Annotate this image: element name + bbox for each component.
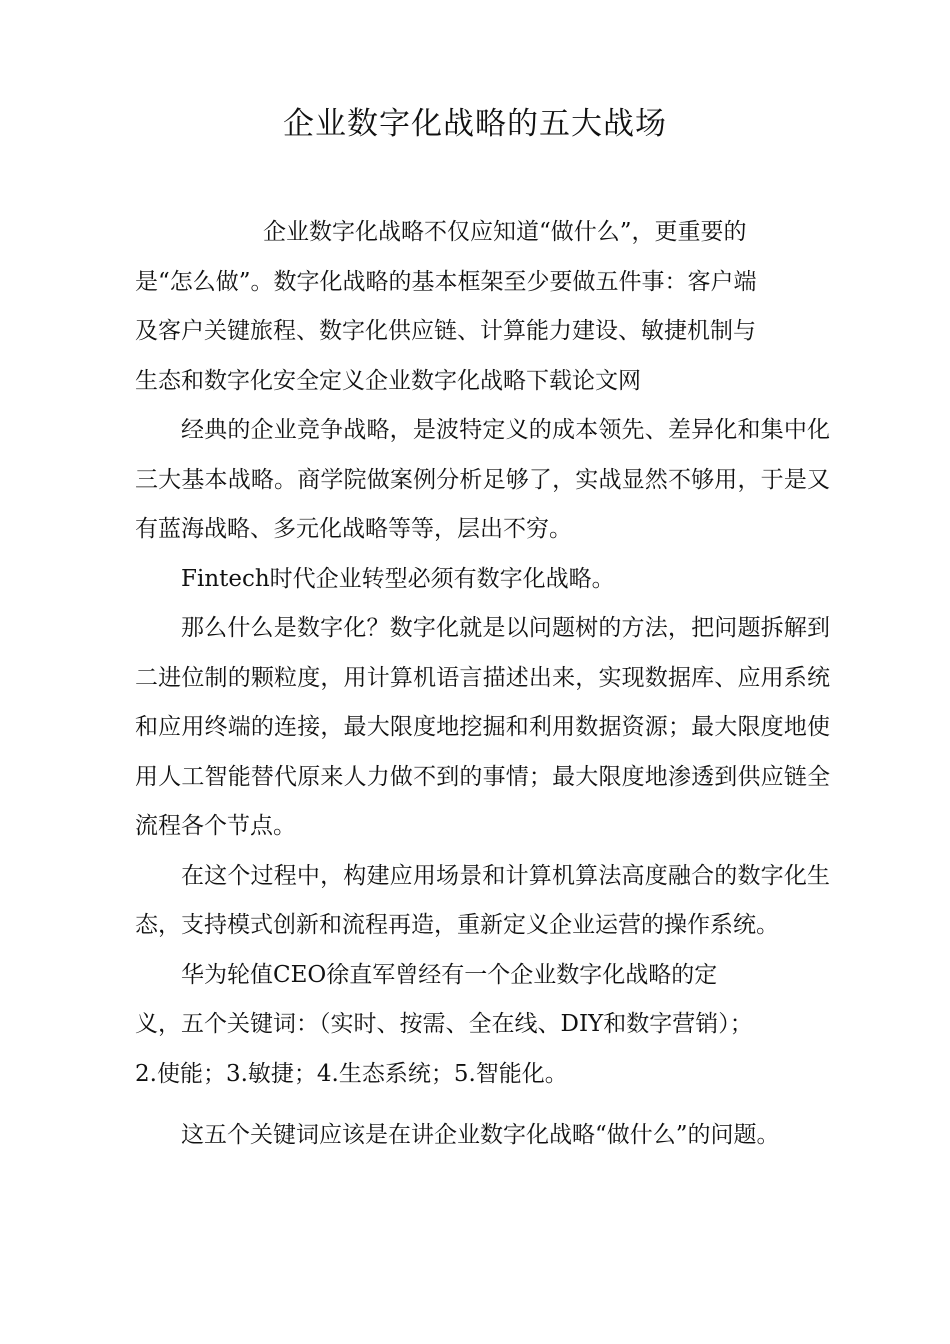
paragraph-huawei-definition	[135, 951, 830, 1100]
paragraph-line: 企业数字化战略不仅应知道“做什么”，更重要的	[263, 219, 747, 245]
document-body	[135, 208, 830, 1161]
paragraph-line: 及客户关键旅程、数字化供应链、计算能力建设、敏捷机制与	[135, 318, 756, 344]
paragraph-competitive-strategy: 经典的企业竞争战略，是波特定义的成本领先、差异化和集中化三大基本战略。商学院做案例分析足够了，实战显然不够用，于是又有蓝海战略、多元化战略等等，层出不穷。	[135, 417, 830, 542]
paragraph-line: 生态和数字化安全定义企业数字化战略下载论文网	[135, 367, 641, 394]
paragraph-line: 华为轮值CEO徐直军曾经有一个企业数字化战略的定	[181, 961, 718, 988]
paragraph-conclusion: 这五个关键词应该是在讲企业数字化战略“做什么”的问题。	[181, 1122, 780, 1148]
document-title: 企业数字化战略的五大战场	[283, 106, 667, 142]
paragraph-fintech: Fintech时代企业转型必须有数字化战略。	[181, 565, 615, 592]
paragraph-line: 是“怎么做”。数字化战略的基本框架至少要做五件事：客户端	[135, 268, 757, 295]
paragraph-intro	[135, 208, 830, 406]
paragraph-process: 在这个过程中，构建应用场景和计算机算法高度融合的数字化生态，支持模式创新和流程再造，重新定义企业运营的操作系统。	[135, 862, 830, 938]
paragraph-line: 2.使能；3.敏捷；4.生态系统；5.智能化。	[135, 1060, 568, 1087]
paragraph-line: 义，五个关键词：（实时、按需、全在线、DIY和数字营销）；	[135, 1011, 753, 1037]
paragraph-what-is-digitalization: 那么什么是数字化？数字化就是以问题树的方法，把问题拆解到二进位制的颗粒度，用计算机语言描述出来，实现数据库、应用系统和应用终端的连接，最大限度地挖掘和利用数据资源；最大限度地使用人工智能替代原来人力做不到的事情；最大限度地渗透到供应链全流程各个节点。	[135, 615, 830, 839]
